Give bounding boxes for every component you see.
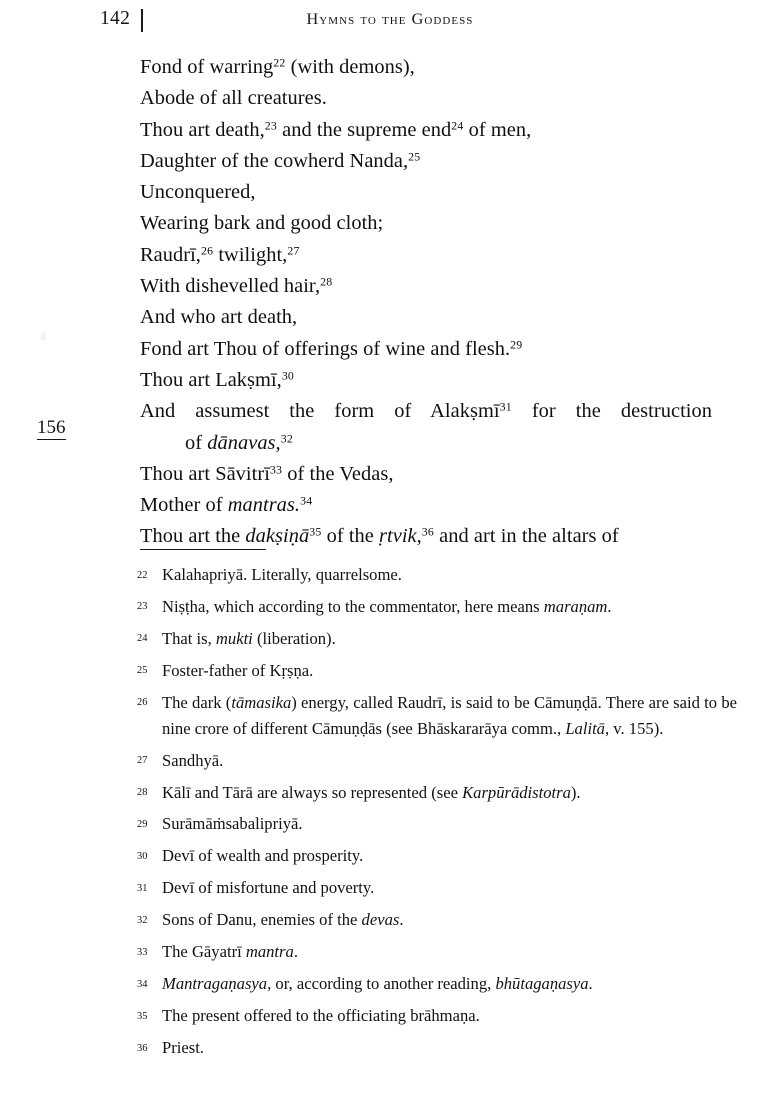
footnote-number: 23 [137, 601, 148, 613]
footnote-item [137, 594, 737, 620]
footnote-ref-28[interactable]: 28 [320, 274, 333, 289]
running-head-title: Hymns to the Goddess [306, 10, 474, 28]
verse-line [140, 271, 712, 302]
footnote-list [137, 562, 737, 1067]
footnote-item [137, 971, 737, 997]
verse-line-text: Unconquered, [140, 181, 256, 204]
verse-line [140, 334, 712, 365]
verse-line-text: Abode of all creatures. [140, 87, 327, 110]
footnote-number: 29 [137, 818, 148, 830]
footnote-number: 28 [137, 787, 148, 798]
scan-speck [41, 332, 46, 340]
footnote-text-post: . [399, 910, 404, 930]
footnote-number: 30 [137, 850, 148, 862]
footnote-text [162, 594, 737, 620]
footnote-item [137, 843, 737, 869]
verse-line-text: Wearing bark and good cloth; [140, 212, 384, 235]
verse-block [140, 52, 712, 553]
footnote-text-post: , v. 155). [604, 718, 664, 738]
footnote-text-post: . [607, 596, 612, 616]
footnote-italic-term: mantra [245, 942, 294, 962]
verse-line [140, 396, 712, 427]
verse-line [140, 177, 712, 208]
footnote-ref-35[interactable]: 35 [309, 524, 322, 539]
verse-line-text: Fond of warring [140, 56, 274, 78]
footnote-number: 26 [137, 697, 148, 709]
page-folio-number: 142 [100, 8, 131, 29]
footnote-number: 24 [137, 633, 148, 645]
footnote-text-pre: That is, [162, 628, 216, 648]
footnote-number: 34 [137, 978, 148, 990]
footnote-ref-26[interactable]: 26 [200, 243, 214, 258]
footnote-italic-term: tāmasika [231, 692, 292, 712]
footnote-number: 33 [137, 946, 148, 958]
footnote-text [162, 907, 737, 933]
footnote-number: 31 [137, 882, 148, 894]
footnote-text: Kalahapriyā. Literally, quarrelsome. [162, 565, 402, 584]
footnote-text-pre: Kālī and Tārā are always so represented (see [162, 782, 463, 802]
verse-line [140, 115, 712, 146]
footnote-text [162, 780, 737, 806]
verse-italic-term: dānavas, [207, 431, 281, 454]
verse-italic-term: ṛtvik, [379, 525, 422, 548]
footnote-ref-31[interactable]: 31 [499, 399, 512, 414]
verse-line [140, 365, 712, 396]
footnote-text: Devī of wealth and prosperity. [162, 846, 364, 866]
footnote-italic-term: maraṇam [543, 596, 608, 616]
verse-line-text: And assumest the form of Alakṣmī [140, 400, 500, 423]
verse-line-text: With dishevelled hair, [140, 275, 321, 298]
verse-line-continuation [140, 428, 712, 459]
verse-line [140, 146, 712, 177]
footnote-item [137, 780, 737, 806]
footnote-ref-24[interactable]: 24 [451, 117, 464, 132]
verse-italic-term: mantras. [227, 494, 301, 517]
footnote-text [162, 626, 737, 652]
footnote-text-post: ). [570, 782, 581, 802]
footnote-item [137, 626, 737, 652]
footnote-text-post: . [588, 974, 593, 994]
verse-line-text: Thou art Lakṣmī, [140, 368, 282, 391]
verse-line-text: and art in the altars of [434, 525, 619, 548]
footnote-ref-23[interactable]: 23 [264, 117, 277, 132]
footnote-text-pre: Niṣṭha, which according to the commentator, here means [162, 596, 544, 616]
footnote-number: 27 [137, 755, 148, 767]
verse-line-text: Thou art the [140, 525, 246, 548]
verse-line-text: Daughter of the cowherd Nanda, [140, 149, 409, 172]
footnote-text: Devī of misfortune and poverty. [162, 878, 375, 898]
verse-line-text: of [185, 431, 208, 454]
verse-line [140, 83, 712, 114]
footnote-item [137, 875, 737, 901]
footnote-text [162, 690, 737, 741]
footnote-ref-33[interactable]: 33 [269, 462, 283, 477]
footnote-text-post: (liberation). [252, 628, 336, 648]
footnote-italic-term: Karpūrādistotra [462, 782, 571, 802]
footnote-number: 36 [137, 1042, 148, 1054]
marginal-verse-number: 156 [37, 417, 66, 438]
footnote-item [137, 690, 737, 741]
footnote-text: Foster-father of Kṛṣṇa. [162, 660, 314, 680]
footnote-text-post: . [293, 942, 298, 962]
footnote-text-pre: The dark ( [162, 692, 232, 712]
verse-line-text: Thou art Sāvitrī [140, 462, 270, 485]
footnote-text: The present offered to the officiating brāhmaṇa. [162, 1006, 480, 1026]
footnote-text [162, 971, 737, 997]
verse-line-text: Fond art Thou of offerings of wine and flesh. [140, 337, 511, 360]
footnote-italic-term: Lalitā [565, 718, 605, 738]
verse-line-text: for the destruction [511, 400, 712, 423]
footnote-item [137, 748, 737, 774]
footnote-italic-term: bhūtagaṇasya [495, 974, 589, 994]
footnote-item [137, 939, 737, 965]
verse-line-text: Thou art death, [140, 118, 265, 141]
footnote-item [137, 907, 737, 933]
footnote-ref-30[interactable]: 30 [281, 368, 295, 383]
footnote-text-post: ) energy, called Raudrī, is said to be Cāmuṇḍā. There are said to be nine crore of different Cāmuṇḍās (see Bhāskararāya comm., [162, 692, 737, 738]
footnote-italic-term: mukti [215, 628, 253, 648]
footnote-text-post: , or, according to another reading, [267, 974, 496, 994]
verse-line-text: of men, [463, 118, 532, 141]
verse-line-text: of the [321, 525, 380, 548]
footnote-item [137, 562, 737, 588]
footnote-ref-25[interactable]: 25 [408, 149, 421, 164]
footnote-item [137, 1035, 737, 1061]
verse-line-text: And who art death, [140, 306, 298, 329]
footnote-ref-32[interactable]: 32 [280, 430, 293, 445]
verse-line-text: of the Vedas, [282, 462, 394, 485]
verse-line [140, 490, 712, 521]
footnote-number: 22 [137, 569, 148, 581]
footnote-number: 35 [137, 1010, 148, 1022]
footnote-text-pre: The Gāyatrī [162, 942, 246, 962]
footnote-ref-29[interactable]: 29 [510, 337, 523, 352]
verse-line-text: Mother of [140, 494, 228, 517]
footnote-item [137, 811, 737, 837]
verse-line [140, 302, 712, 333]
verse-line [140, 52, 712, 83]
verse-line [140, 240, 712, 271]
footnote-ref-34[interactable]: 34 [300, 493, 313, 508]
footnote-text-pre: Sons of Danu, enemies of the [162, 910, 362, 930]
footnote-ref-36[interactable]: 36 [421, 524, 435, 539]
footnote-number: 25 [137, 665, 148, 677]
verse-line [140, 459, 712, 490]
footnote-ref-22[interactable]: 22 [273, 55, 286, 70]
footnote-italic-term: devas [361, 910, 400, 930]
footnote-item [137, 1003, 737, 1029]
verse-line [140, 208, 712, 239]
footnote-number: 32 [137, 914, 148, 926]
footnote-separator-rule [140, 549, 266, 550]
footnote-text [162, 939, 737, 965]
verse-line-text: and the supreme end [276, 118, 452, 141]
footnote-ref-27[interactable]: 27 [287, 243, 300, 258]
footnote-text: Priest. [162, 1038, 204, 1058]
verse-line-text: Raudrī, [140, 243, 201, 266]
footnote-italic-term: Mantragaṇasya [162, 974, 268, 994]
footnote-text: Sandhyā. [162, 750, 224, 770]
running-head [0, 8, 780, 38]
verse-line-text: (with demons), [285, 56, 415, 78]
verse-line-text: twilight, [213, 243, 288, 266]
footnote-text: Surāmāṁsabalipriyā. [162, 814, 303, 834]
footnote-item [137, 658, 737, 684]
verse-italic-term: dakṣiṇā [245, 525, 310, 548]
